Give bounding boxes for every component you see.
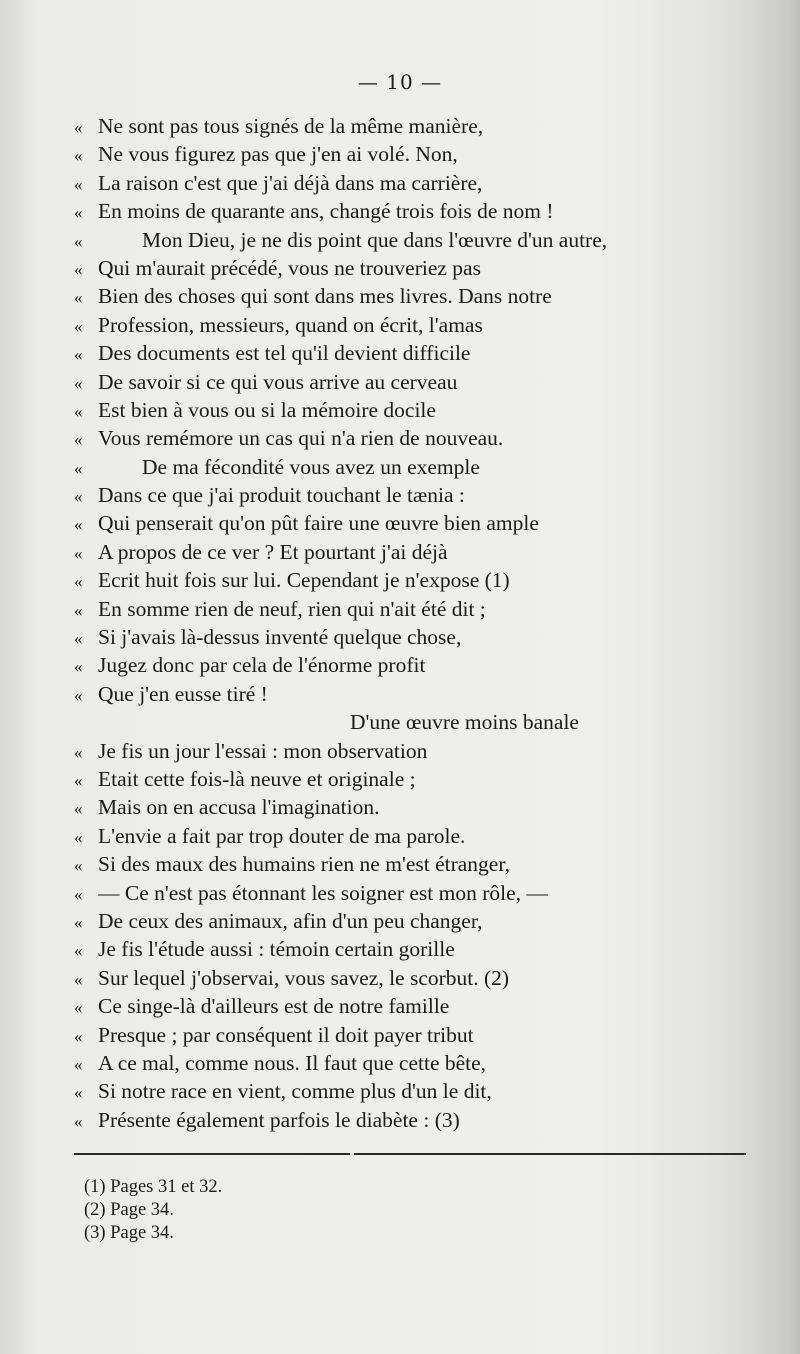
verse-text: Ce singe-là d'ailleurs est de notre famille xyxy=(98,994,450,1019)
verse-text: De ceux des animaux, afin d'un peu changer, xyxy=(98,908,483,933)
quote-mark: « xyxy=(74,345,83,365)
verse-text: Profession, messieurs, quand on écrit, l'amas xyxy=(98,312,483,337)
verse-line xyxy=(74,822,774,850)
verse-text: Vous remémore un cas qui n'a rien de nouveau. xyxy=(98,426,504,451)
verse-text: L'envie a fait par trop douter de ma parole. xyxy=(98,823,466,848)
verse-text: Ne sont pas tous signés de la même manière, xyxy=(98,114,484,138)
verse-line xyxy=(74,737,774,765)
quote-mark: « xyxy=(74,458,83,478)
verse-line xyxy=(74,169,774,197)
quote-mark: « xyxy=(74,487,83,507)
quote-mark: « xyxy=(74,288,83,308)
verse-text: A propos de ce ver ? Et pourtant j'ai déjà xyxy=(98,539,448,564)
page-number: — 10 — xyxy=(357,70,443,94)
verse-text: Etait cette fois-là neuve et originale ; xyxy=(98,766,416,791)
verse-line xyxy=(74,509,774,537)
verse-line xyxy=(74,1106,774,1134)
quote-mark: « xyxy=(74,401,83,421)
verse-text: Que j'en eusse tiré ! xyxy=(98,681,268,706)
quote-mark: « xyxy=(74,657,83,677)
verse-block xyxy=(74,112,774,1134)
verse-line xyxy=(74,708,774,736)
verse-text: La raison c'est que j'ai déjà dans ma carrière, xyxy=(98,170,483,195)
verse-text: Dans ce que j'ai produit touchant le tænia : xyxy=(98,483,465,508)
verse-line xyxy=(74,992,774,1020)
verse-text: En somme rien de neuf, rien qui n'ait été dit ; xyxy=(98,596,486,621)
verse-line xyxy=(74,595,774,623)
verse-text: Presque ; par conséquent il doit payer tribut xyxy=(98,1022,474,1047)
quote-mark: « xyxy=(74,1083,83,1103)
verse-text: Mon Dieu, je ne dis point que dans l'œuvre d'un autre, xyxy=(142,227,608,252)
verse-text: Si j'avais là-dessus inventé quelque chose, xyxy=(98,625,462,650)
verse-text: En moins de quarante ans, changé trois fois de nom ! xyxy=(98,199,554,224)
verse-line xyxy=(74,538,774,566)
verse-text: Jugez donc par cela de l'énorme profit xyxy=(98,653,426,678)
quote-mark: « xyxy=(74,742,83,762)
verse-line xyxy=(74,481,774,509)
verse-line xyxy=(74,651,774,679)
verse-text: Ne vous figurez pas que j'en ai volé. Non, xyxy=(98,142,458,167)
verse-line xyxy=(74,907,774,935)
verse-text: Si des maux des humains rien ne m'est étranger, xyxy=(98,852,511,877)
verse-text: Si notre race en vient, comme plus d'un le dit, xyxy=(98,1079,492,1104)
quote-mark: « xyxy=(74,685,83,705)
verse-text: Bien des choses qui sont dans mes livres. Dans notre xyxy=(98,284,552,309)
verse-text: De savoir si ce qui vous arrive au cerveau xyxy=(98,369,458,394)
verse-text: Qui m'aurait précédé, vous ne trouveriez pas xyxy=(98,255,481,280)
verse-line xyxy=(74,453,774,481)
verse-text: De ma fécondité vous avez un exemple xyxy=(142,454,480,479)
verse-text: Sur lequel j'observai, vous savez, le scorbut. (2) xyxy=(98,965,510,990)
verse-line xyxy=(74,396,774,424)
verse-line xyxy=(74,226,774,254)
quote-mark: « xyxy=(74,373,83,393)
quote-mark: « xyxy=(74,118,83,137)
quote-mark: « xyxy=(74,1054,83,1074)
verse-text: Je fis un jour l'essai : mon observation xyxy=(98,738,428,763)
verse-text: D'une œuvre moins banale xyxy=(350,710,579,735)
quote-mark: « xyxy=(74,600,83,620)
verse-line xyxy=(74,140,774,168)
verse-line xyxy=(74,964,774,992)
verse-line xyxy=(74,566,774,594)
quote-mark: « xyxy=(74,146,83,166)
verse-line xyxy=(74,765,774,793)
verse-text: — Ce n'est pas étonnant les soigner est mon rôle, — xyxy=(98,880,548,905)
footnote: (3) Page 34. xyxy=(84,1223,174,1243)
verse-line xyxy=(74,197,774,225)
quote-mark: « xyxy=(74,203,83,223)
verse-text: Est bien à vous ou si la mémoire docile xyxy=(98,397,436,422)
verse-line xyxy=(74,879,774,907)
verse-text: Mais on en accusa l'imagination. xyxy=(98,795,380,820)
verse-text: Je fis l'étude aussi : témoin certain gorille xyxy=(98,937,455,962)
footnote: (2) Page 34. xyxy=(84,1200,174,1220)
verse-text: A ce mal, comme nous. Il faut que cette bête, xyxy=(98,1050,487,1075)
footnotes xyxy=(84,1176,222,1245)
verse-line xyxy=(74,793,774,821)
verse-line xyxy=(74,282,774,310)
verse-text: Présente également parfois le diabète : (3) xyxy=(98,1107,460,1132)
verse-text: Des documents est tel qu'il devient difficile xyxy=(98,341,471,366)
verse-line xyxy=(74,935,774,963)
verse-line xyxy=(74,368,774,396)
quote-mark: « xyxy=(74,799,83,819)
quote-mark: « xyxy=(74,884,83,904)
quote-mark: « xyxy=(74,174,83,194)
quote-mark: « xyxy=(74,1026,83,1046)
verse-line xyxy=(74,1077,774,1105)
quote-mark: « xyxy=(74,941,83,961)
verse-line xyxy=(74,311,774,339)
verse-line xyxy=(74,1049,774,1077)
footnote-rule xyxy=(354,1153,746,1155)
quote-mark: « xyxy=(74,969,83,989)
verse-line xyxy=(74,623,774,651)
quote-mark: « xyxy=(74,231,83,251)
verse-line xyxy=(74,424,774,452)
quote-mark: « xyxy=(74,259,83,279)
verse-line xyxy=(74,112,774,140)
verse-line xyxy=(74,339,774,367)
quote-mark: « xyxy=(74,912,83,932)
quote-mark: « xyxy=(74,770,83,790)
verse-line xyxy=(74,680,774,708)
quote-mark: « xyxy=(74,998,83,1018)
verse-text: Ecrit huit fois sur lui. Cependant je n'expose (1) xyxy=(98,568,510,593)
footnote: (1) Pages 31 et 32. xyxy=(84,1177,223,1197)
quote-mark: « xyxy=(74,1111,83,1131)
quote-mark: « xyxy=(74,430,83,450)
verse-line xyxy=(74,850,774,878)
quote-mark: « xyxy=(74,515,83,535)
quote-mark: « xyxy=(74,827,83,847)
quote-mark: « xyxy=(74,856,83,876)
quote-mark: « xyxy=(74,543,83,563)
quote-mark: « xyxy=(74,572,83,592)
quote-mark: « xyxy=(74,629,83,649)
quote-mark: « xyxy=(74,316,83,336)
verse-line xyxy=(74,254,774,282)
verse-text: Qui penserait qu'on pût faire une œuvre bien ample xyxy=(98,511,539,536)
footnote-rule xyxy=(74,1153,350,1155)
verse-line xyxy=(74,1021,774,1049)
